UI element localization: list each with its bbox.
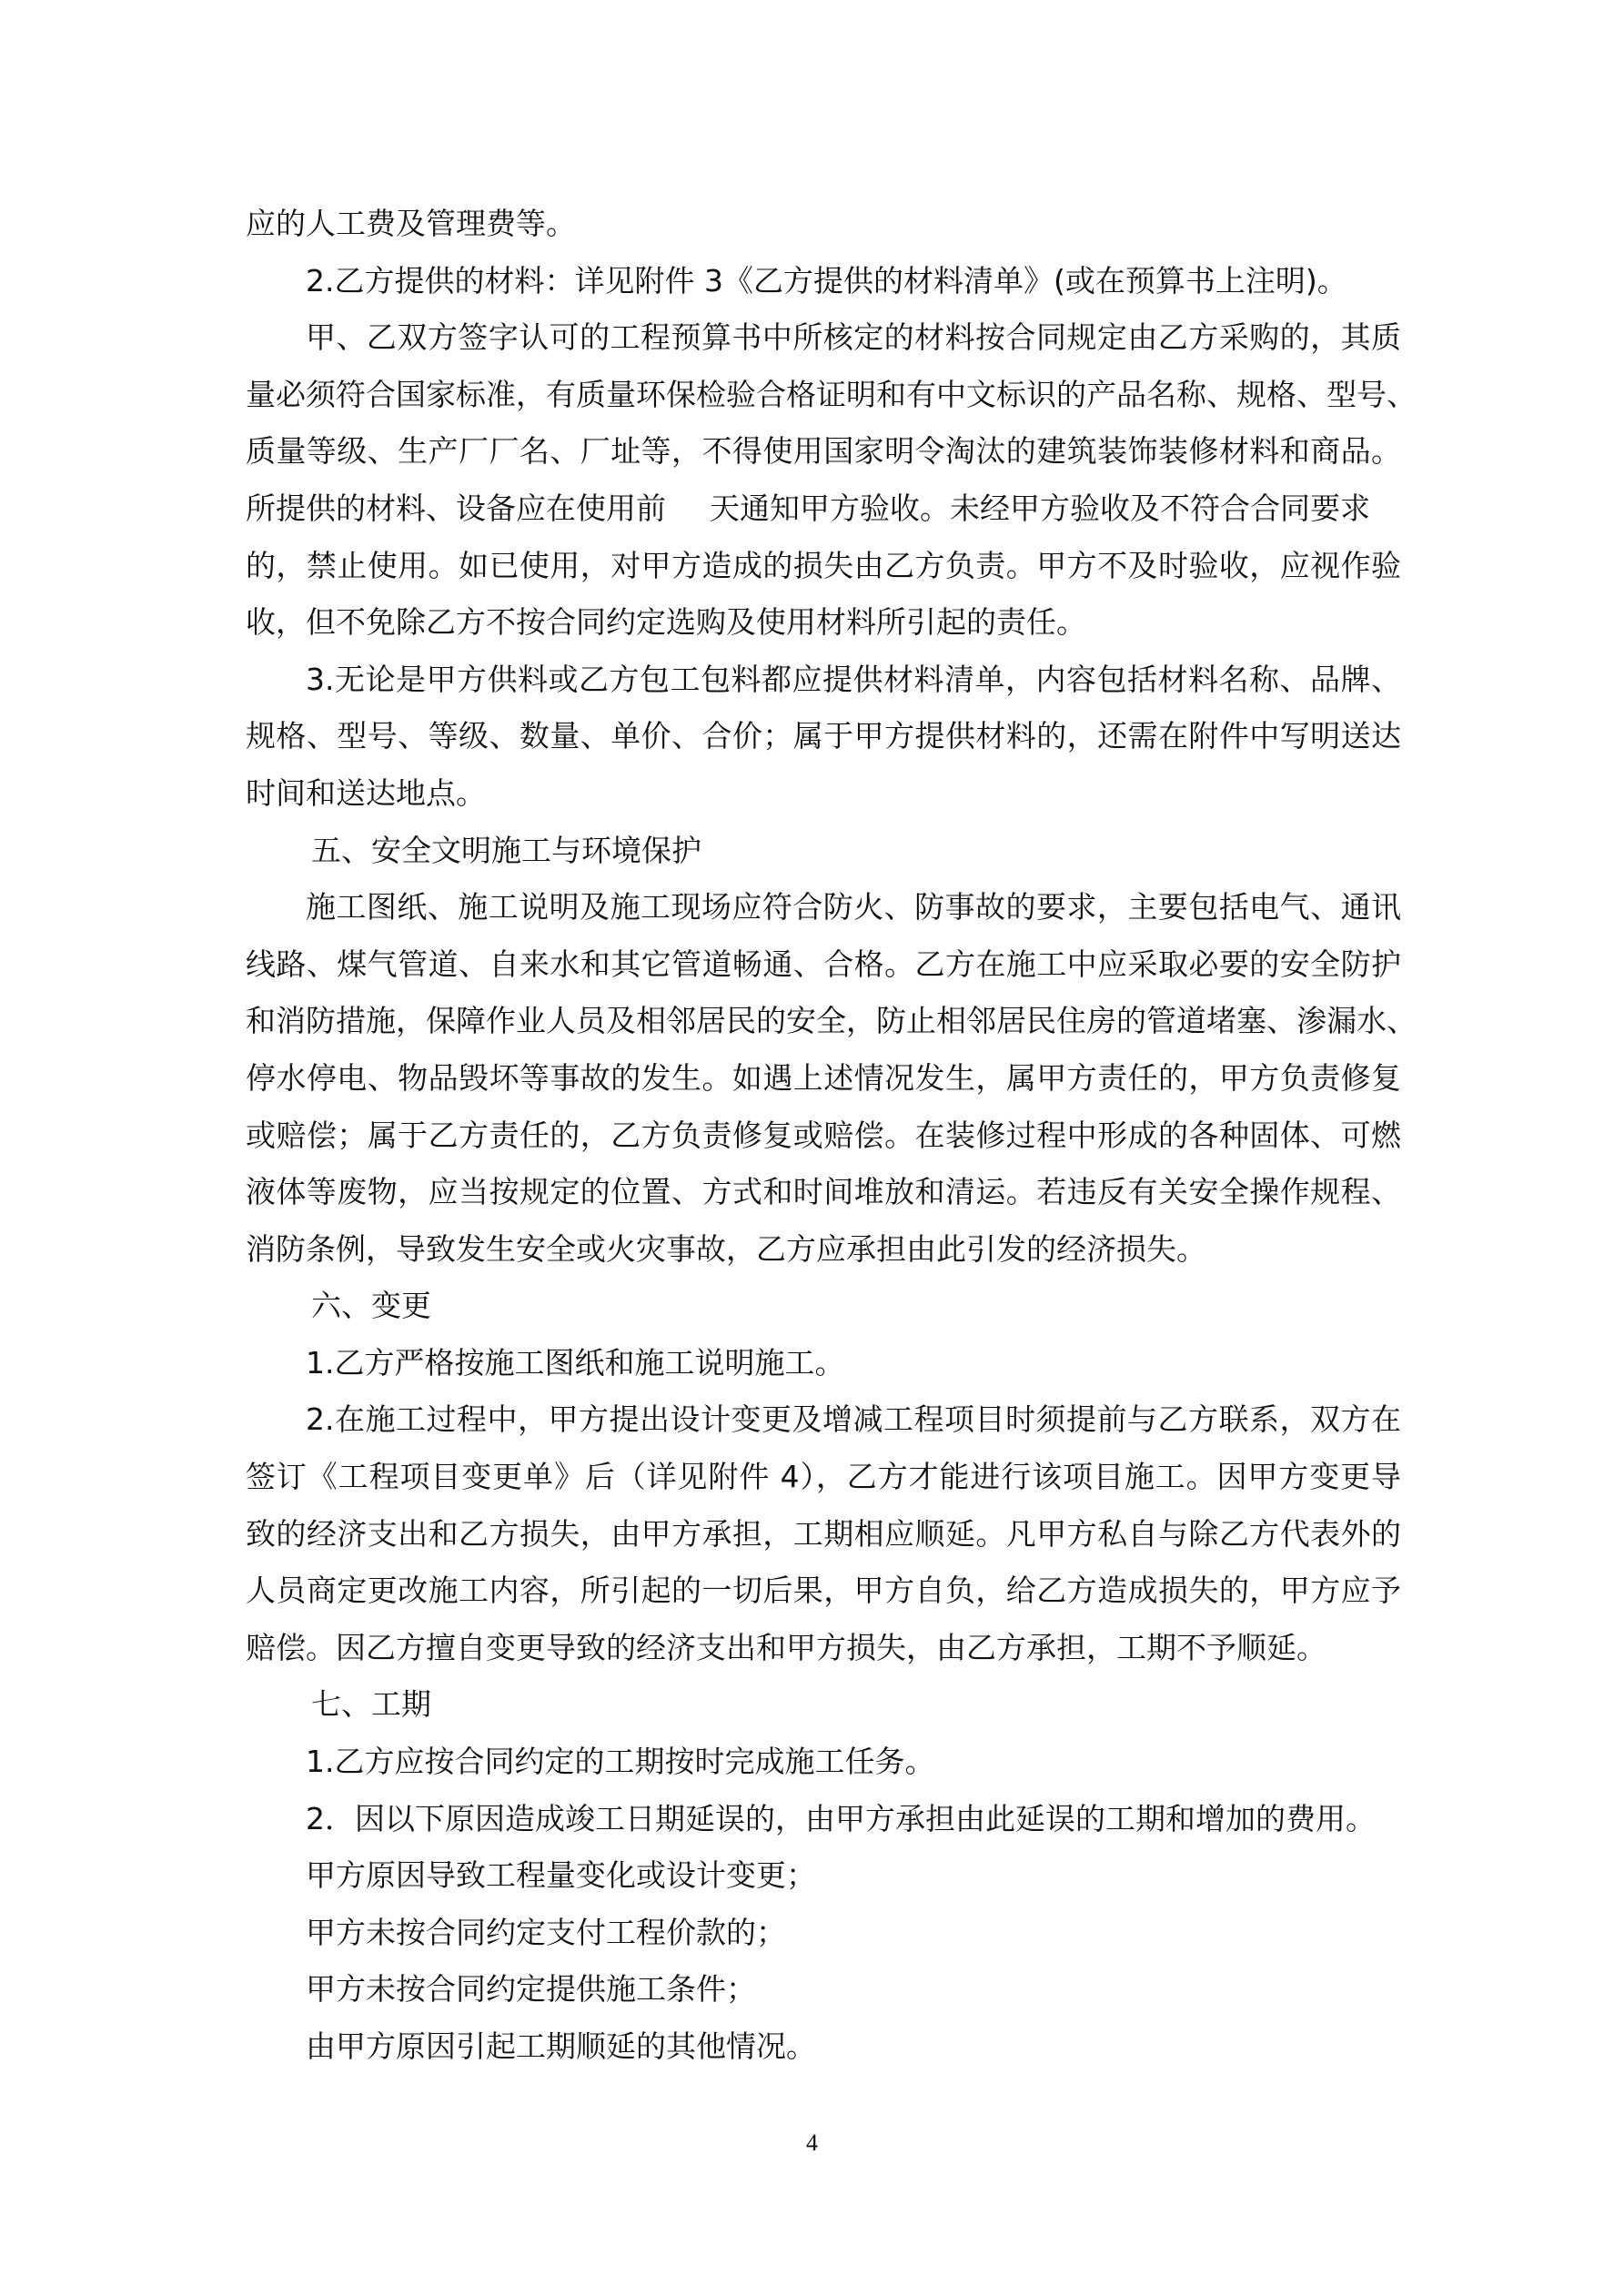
page-number: 4 [806,2129,818,2156]
text-line: 收，但不免除乙方不按合同约定选购及使用材料所引起的责任。 [246,604,1086,641]
text-line: 时间和送达地点。 [246,774,486,811]
text-line: 施工图纸、施工说明及施工现场应符合防火、防事故的要求，主要包括电气、通讯 [306,889,1401,925]
list-item: 由甲方原因引起工期顺延的其他情况。 [306,2028,816,2064]
text-line: 2.在施工过程中，甲方提出设计变更及增减工程项目时须提前与乙方联系，双方在 [306,1401,1401,1438]
text-line: 规格、型号、等级、数量、单价、合价；属于甲方提供材料的，还需在附件中写明送达 [246,718,1401,754]
text-line: 液体等废物，应当按规定的位置、方式和时间堆放和清运。若违反有关安全操作规程、 [246,1174,1401,1210]
text-line: 停水停电、物品毁坏等事故的发生。如遇上述情况发生，属甲方责任的，甲方负责修复 [246,1059,1401,1096]
text-line: 消防条例，导致发生安全或火灾事故，乙方应承担由此引发的经济损失。 [246,1230,1206,1267]
section-heading: 七、工期 [311,1686,431,1723]
text-line: 质量等级、生产厂厂名、厂址等，不得使用国家明令淘汰的建筑装饰装修材料和商品。 [246,433,1401,470]
text-line: 1.乙方严格按施工图纸和施工说明施工。 [306,1344,845,1381]
text-line: 量必须符合国家标准，有质量环保检验合格证明和有中文标识的产品名称、规格、型号、 [246,376,1417,412]
document-body [246,196,1417,2076]
text-line: 致的经济支出和乙方损失，由甲方承担，工期相应顺延。凡甲方私自与除乙方代表外的 [246,1515,1401,1552]
text-segment: 天通知甲方验收。未经甲方验收及不符合合同要求 [710,490,1370,526]
text-line: 和消防措施，保障作业人员及相邻居民的安全，防止相邻居民住房的管道堵塞、渗漏水、 [246,1003,1417,1039]
text-line: 的，禁止使用。如已使用，对甲方造成的损失由乙方负责。甲方不及时验收，应视作验 [246,547,1401,583]
text-line: 赔偿。因乙方擅自变更导致的经济支出和甲方损失，由乙方承担，工期不予顺延。 [246,1629,1326,1665]
text-line: 甲、乙双方签字认可的工程预算书中所核定的材料按合同规定由乙方采购的，其质 [306,319,1401,356]
text-line-with-blank [246,480,1401,538]
section-heading: 五、安全文明施工与环境保护 [311,832,701,868]
text-line: 1.乙方应按合同约定的工期按时完成施工任务。 [306,1744,935,1780]
text-line: 线路、煤气管道、自来水和其它管道畅通、合格。乙方在施工中应采取必要的安全防护 [246,946,1401,982]
list-item: 甲方未按合同约定提供施工条件； [306,1971,756,2008]
text-line: 或赔偿；属于乙方责任的，乙方负责修复或赔偿。在装修过程中形成的各种固体、可燃 [246,1117,1401,1153]
text-line: 2．因以下原因造成竣工日期延误的，由甲方承担由此延误的工期和增加的费用。 [306,1800,1376,1836]
text-line: 2.乙方提供的材料：详见附件 3《乙方提供的材料清单》(或在预算书上注明)。 [306,262,1347,298]
text-segment: 所提供的材料、设备应在使用前 [246,490,666,526]
list-item: 甲方未按合同约定支付工程价款的； [306,1914,786,1950]
text-line: 人员商定更改施工内容，所引起的一切后果，甲方自负，给乙方造成损失的，甲方应予 [246,1573,1401,1609]
text-line: 应的人工费及管理费等。 [246,206,576,241]
section-heading: 六、变更 [311,1288,431,1324]
list-item: 甲方原因导致工程量变化或设计变更； [306,1857,816,1894]
text-line: 3.无论是甲方供料或乙方包工包料都应提供材料清单，内容包括材料名称、品牌、 [306,661,1401,697]
text-line: 签订《工程项目变更单》后（详见附件 4），乙方才能进行该项目施工。因甲方变更导 [246,1459,1401,1495]
